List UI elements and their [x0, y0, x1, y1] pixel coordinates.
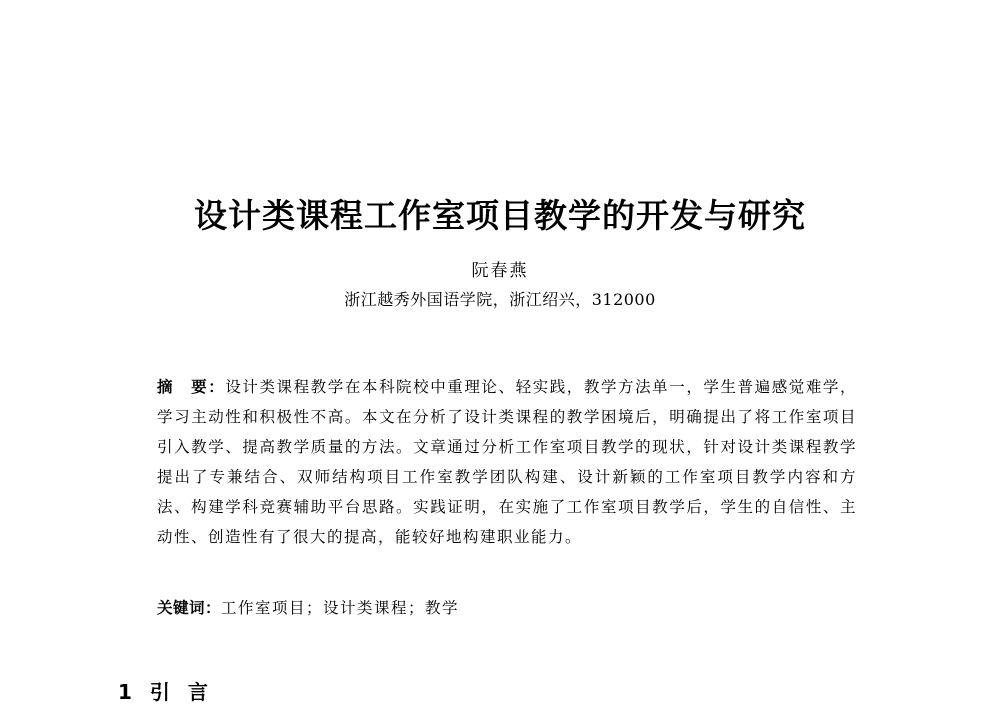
author-name: 阮春燕 [471, 261, 529, 281]
author-affiliation: 浙江越秀外国语学院，浙江绍兴，312000 [344, 290, 656, 309]
section-heading [118, 676, 226, 705]
section-number: 1 [118, 680, 132, 704]
abstract [157, 372, 857, 552]
paper-title: 设计类课程工作室项目教学的开发与研究 [194, 196, 806, 235]
abstract-label: 摘 要： [157, 378, 226, 396]
section-title: 引言 [149, 680, 226, 704]
keywords-label: 关键词： [157, 599, 222, 617]
abstract-text: 设计类课程教学在本科院校中重理论、轻实践，教学方法单一，学生普遍感觉难学，学习主动性和积极性不高。本文在分析了设计类课程的教学困境后，明确提出了将工作室项目引入教学、提高教学质量的方法。文章通过分析工作室项目教学的现状，针对设计类课程教学提出了专兼结合、双师结构项目工作室教学团队构建、设计新颖的工作室项目教学内容和方法、构建学科竞赛辅助平台思路。实践证明，在实施了工作室项目教学后，学生的自信性、主动性、创造性有了很大的提高，能较好地构建职业能力。 [157, 378, 857, 546]
keywords-text: 工作室项目；设计类课程；教学 [221, 599, 460, 617]
keywords [157, 593, 857, 623]
